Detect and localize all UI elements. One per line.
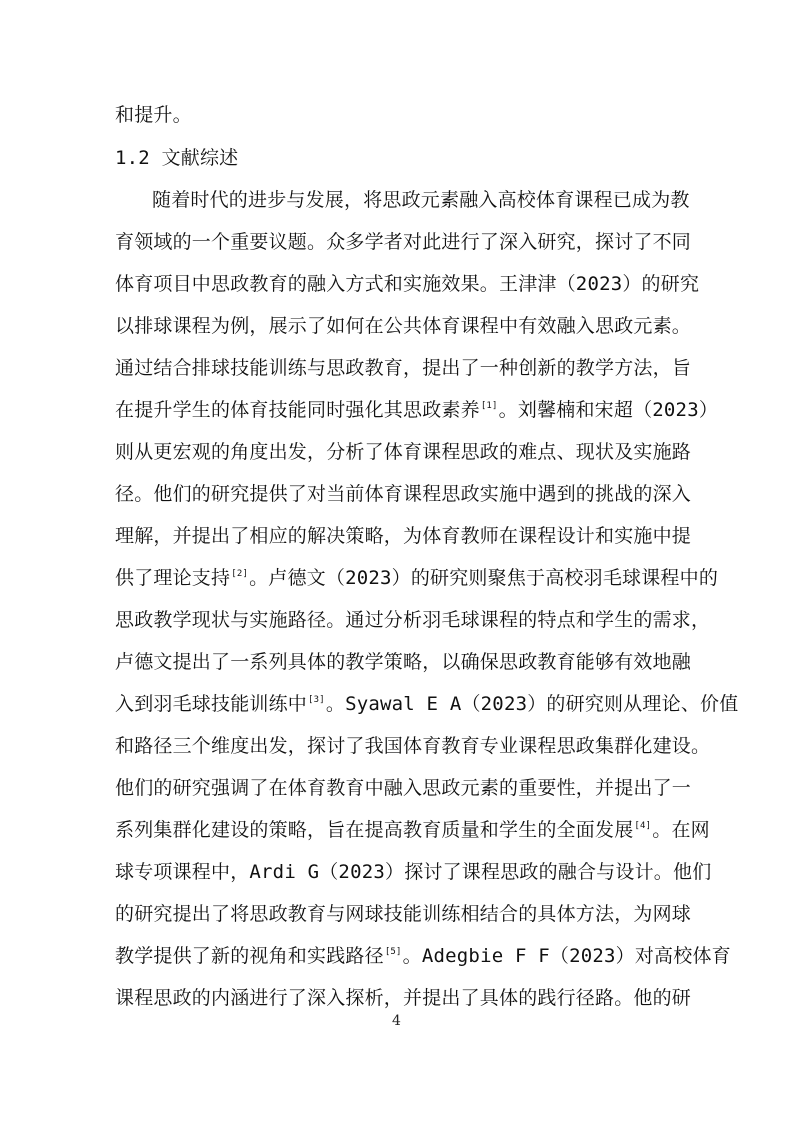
citation-ref-3: [3] [308,695,325,705]
paragraph-line: 以排球课程为例，展示了如何在公共体育课程中有效融入思政元素。 [115,315,692,337]
paragraph-line [115,818,710,842]
paragraph-line: 课程思政的内涵进行了深入探析，并提出了具体的践行径路。他的研 [115,987,692,1009]
line-text: 。Adegbie F F（2023）对高校体育 [402,945,731,967]
paragraph-line: 理解，并提出了相应的解决策略，为体育教师在课程设计和实施中提 [115,525,692,547]
paragraph-line [115,692,738,716]
paragraph-line: 育领域的一个重要议题。众多学者对此进行了深入研究，探讨了不同 [115,231,692,253]
paragraph-line: 通过结合排球技能训练与思政教育，提出了一种创新的教学方法，旨 [115,357,692,379]
line-text: 。在网 [652,819,710,841]
citation-ref-1: [1] [480,401,498,411]
paragraph-line: 他们的研究强调了在体育教育中融入思政元素的重要性，并提出了一 [115,777,692,799]
paragraph-line: 径。他们的研究提供了对当前体育课程思政实施中遇到的挑战的深入 [115,483,692,505]
paragraph-line [115,944,731,968]
paragraph-line: 卢德文提出了一系列具体的教学策略，以确保思政教育能够有效地融 [115,651,692,673]
citation-ref-5: [5] [384,947,402,957]
paragraph-line: 则从更宏观的角度出发，分析了体育课程思政的难点、现状及实施路 [115,441,692,463]
section-heading: 1.2 文献综述 [115,147,239,169]
line-text: 。卢德文（2023）的研究则聚焦于高校羽毛球课程中的 [249,567,719,589]
paragraph-line: 的研究提出了将思政教育与网球技能训练相结合的具体方法，为网球 [115,903,692,925]
page-number: 4 [392,1013,401,1029]
paragraph-line [115,398,718,422]
line-text: 。刘馨楠和宋超（2023） [498,399,719,421]
paragraph-line: 球专项课程中，Ardi G（2023）探讨了课程思政的融合与设计。他们 [115,861,712,883]
paragraph-line: 和路径三个维度出发，探讨了我国体育教育专业课程思政集群化建设。 [115,735,711,757]
paragraph-line: 随着时代的进步与发展，将思政元素融入高校体育课程已成为教 [152,189,690,211]
line-text: 入到羽毛球技能训练中 [115,693,308,715]
line-text: 教学提供了新的视角和实践路径 [115,945,384,967]
paragraph-line [115,566,718,590]
paragraph-line-previous: 和提升。 [115,104,192,126]
citation-ref-2: [2] [231,569,249,579]
line-text: 在提升学生的体育技能同时强化其思政素养 [115,399,480,421]
paragraph-line: 思政教学现状与实施路径。通过分析羽毛球课程的特点和学生的需求， [115,609,711,631]
line-text: 。Syawal E A（2023）的研究则从理论、价值 [325,693,739,715]
line-text: 供了理论支持 [115,567,231,589]
paragraph-line: 体育项目中思政教育的融入方式和实施效果。王津津（2023）的研究 [115,273,700,295]
citation-ref-4: [4] [634,821,652,831]
line-text: 系列集群化建设的策略，旨在提高教育质量和学生的全面发展 [115,819,634,841]
